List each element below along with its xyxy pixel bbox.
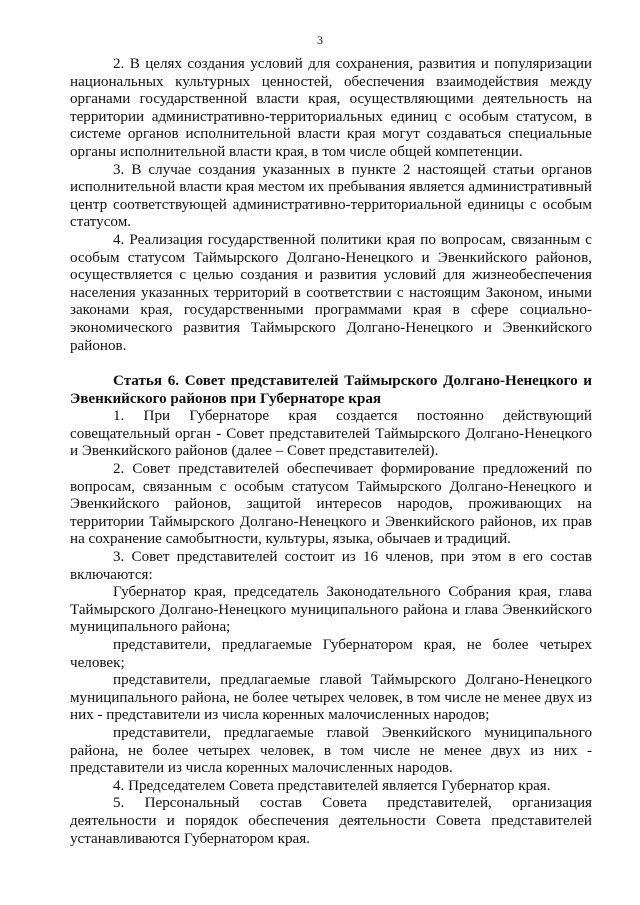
article-6-heading: Статья 6. Совет представителей Таймырского Долгано-Ненецкого и Эвенкийского районов при Губернаторе края xyxy=(70,373,592,407)
article-6-item-5: 5. Персональный состав Совета представителей, организация деятельности и порядок обеспечения деятельности Совета представителей устанавливаются Губернатором края. xyxy=(70,795,592,847)
article-6-item-2: 2. Совет представителей обеспечивает формирование предложений по вопросам, связанным с особым статусом Таймырского Долгано-Ненецкого и Эвенкийского районов, защитой интересов народов, проживающих на территории Таймырского Долгано-Ненецкого и Эвенкийского районов, их прав на сохранение самобытности, культуры, языка, обычаев и традиций. xyxy=(70,461,592,548)
member-list-item: Губернатор края, председатель Законодательного Собрания края, глава Таймырского Долгано-Ненецкого муниципального района и глава Эвенкийского муниципального района; xyxy=(70,584,592,636)
article-6-item-1: 1. При Губернаторе края создается постоянно действующий совещательный орган - Совет представителей Таймырского Долгано-Ненецкого и Эвенкийского районов (далее – Совет представителей). xyxy=(70,408,592,460)
document-body xyxy=(70,56,592,848)
paragraph-4: 4. Реализация государственной политики края по вопросам, связанным с особым статусом Таймырского Долгано-Ненецкого и Эвенкийского районов, осуществляется с целью создания и развития условий для жизнеобеспечения населения указанных территорий в соответствии с настоящим Законом, иными законами края, государственными программами края в сфере социально-экономического развития Таймырского Долгано-Ненецкого и Эвенкийского районов. xyxy=(70,231,592,354)
member-list-item: представители, предлагаемые Губернатором края, не более четырех человек; xyxy=(70,637,592,671)
page-number: 3 xyxy=(317,33,323,47)
paragraph-3: 3. В случае создания указанных в пункте 2 настоящей статьи органов исполнительной власти края местом их пребывания является административный центр соответствующей административно-территориальной единицы с особым статусом. xyxy=(70,161,592,231)
article-6-item-4: 4. Председателем Совета представителей является Губернатор края. xyxy=(113,777,551,794)
member-list-item: представители, предлагаемые главой Эвенкийского муниципального района, не более четырех человек, в том числе не менее двух из них - представители из числа коренных малочисленных народов. xyxy=(70,724,592,777)
paragraph-2: 2. В целях создания условий для сохранения, развития и популяризации национальных культурных ценностей, обеспечения взаимодействия между органами государственной власти края, осуществляющими деятельность на территории административно-территориальных единиц с особым статусом, в системе органов исполнительной власти края могут создаваться специальные органы исполнительной власти края, в том числе общей компетенции. xyxy=(70,56,592,160)
article-6-item-3: 3. Совет представителей состоит из 16 членов, при этом в его состав включаются: xyxy=(70,549,592,583)
member-list-item: представители, предлагаемые главой Таймырского Долгано-Ненецкого муниципального района, не более четырех человек, в том числе не менее двух из них - представители из числа коренных малочисленных народов; xyxy=(70,672,592,724)
